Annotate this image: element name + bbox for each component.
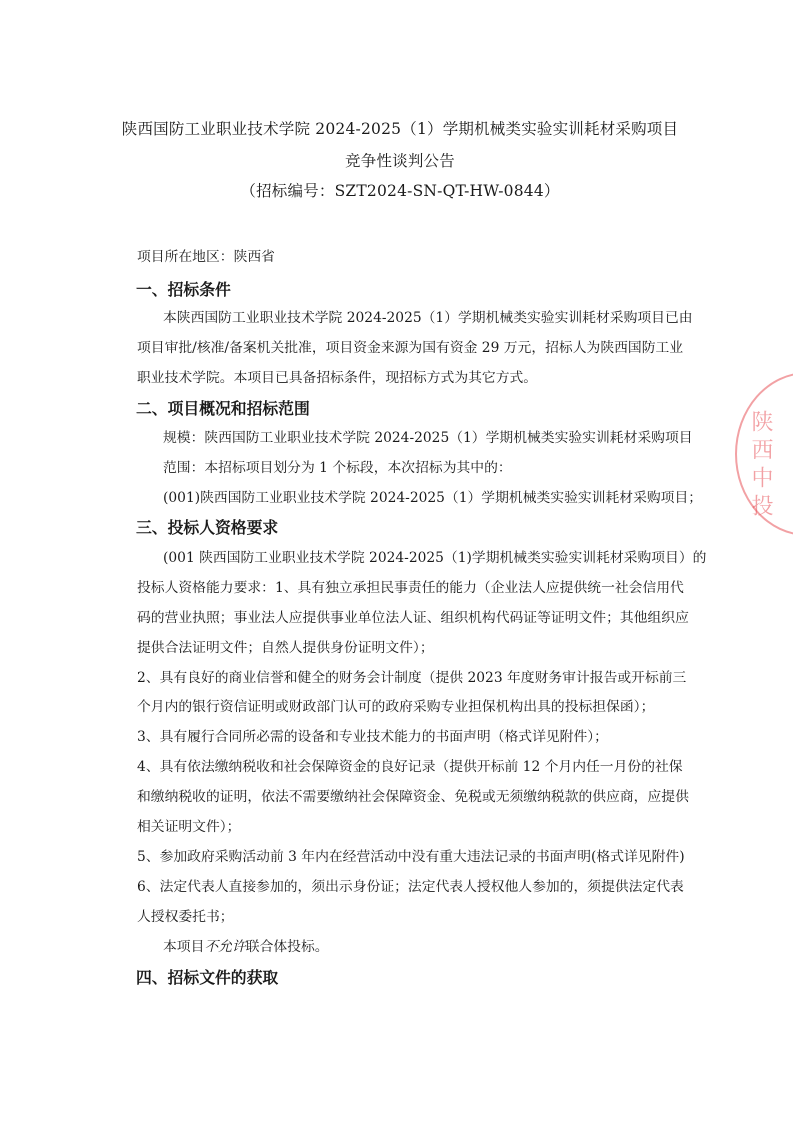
tender-number: （招标编号：SZT2024-SN-QT-HW-0844） (240, 182, 560, 200)
consortium-emphasis: 不允许 (204, 939, 246, 955)
section-3-line: 人授权委托书； (137, 909, 234, 925)
project-lot: (001)陕西国防工业职业技术学院 2024-2025（1）学期机械类实验实训耗材采购项目； (163, 490, 703, 506)
section-1-heading: 一、招标条件 (136, 280, 231, 299)
section-3-line: 4、具有依法缴纳税收和社会保障资金的良好记录（提供开标前 12 个月内任一月份的社保 (137, 759, 683, 775)
seal-stamp-text: 陕西中投 (748, 410, 773, 522)
project-scope: 范围：本招标项目划分为 1 个标段，本次招标为其中的： (163, 460, 512, 476)
section-1-line: 项目审批/核准/备案机关批准，项目资金来源为国有资金 29 万元，招标人为陕西国防工业 (137, 340, 684, 356)
section-3-line: 提供合法证明文件；自然人提供身份证明文件）； (137, 640, 434, 656)
section-1-line: 职业技术学院。本项目已具备招标条件，现招标方式为其它方式。 (137, 370, 538, 386)
section-3-line: 相关证明文件）； (137, 819, 241, 835)
document-title: 陕西国防工业职业技术学院 2024-2025（1）学期机械类实验实训耗材采购项目 (121, 120, 679, 138)
section-3-line: 5、参加政府采购活动前 3 年内在经营活动中没有重大违法记录的书面声明(格式详见附件) (137, 849, 685, 865)
section-4-heading: 四、招标文件的获取 (136, 968, 279, 987)
consortium-post: 联合体投标。 (245, 939, 329, 955)
section-1-line: 本陕西国防工业职业技术学院 2024-2025（1）学期机械类实验实训耗材采购项目已由 (163, 310, 693, 326)
project-region: 项目所在地区：陕西省 (137, 249, 275, 265)
section-2-heading: 二、项目概况和招标范围 (136, 399, 310, 418)
section-3-heading: 三、投标人资格要求 (136, 518, 279, 537)
section-3-line: 和缴纳税收的证明，依法不需要缴纳社会保障资金、免税或无须缴纳税款的供应商，应提供 (137, 789, 689, 805)
consortium-statement (163, 938, 329, 956)
document-subtitle: 竞争性谈判公告 (345, 152, 455, 170)
project-scale: 规模：陕西国防工业职业技术学院 2024-2025（1）学期机械类实验实训耗材采购项目 (163, 430, 693, 446)
section-3-line: 2、具有良好的商业信誉和健全的财务会计制度（提供 2023 年度财务审计报告或开标前三 (137, 670, 687, 686)
section-3-line: 3、具有履行合同所必需的设备和专业技术能力的书面声明（格式详见附件）； (137, 729, 608, 745)
section-3-line: 码的营业执照；事业法人应提供事业单位法人证、组织机构代码证等证明文件；其他组织应 (137, 610, 689, 626)
section-3-line: 6、法定代表人直接参加的，须出示身份证；法定代表人授权他人参加的，须提供法定代表 (137, 879, 684, 895)
section-3-line: (001 陕西国防工业职业技术学院 2024-2025（1)学期机械类实验实训耗材采购项目）的 (163, 550, 707, 566)
section-3-line: 个月内的银行资信证明或财政部门认可的政府采购专业担保机构出具的投标担保函）； (137, 699, 655, 715)
consortium-pre: 本项目 (163, 939, 205, 955)
section-3-line: 投标人资格能力要求：1、具有独立承担民事责任的能力（企业法人应提供统一社会信用代 (137, 580, 684, 596)
